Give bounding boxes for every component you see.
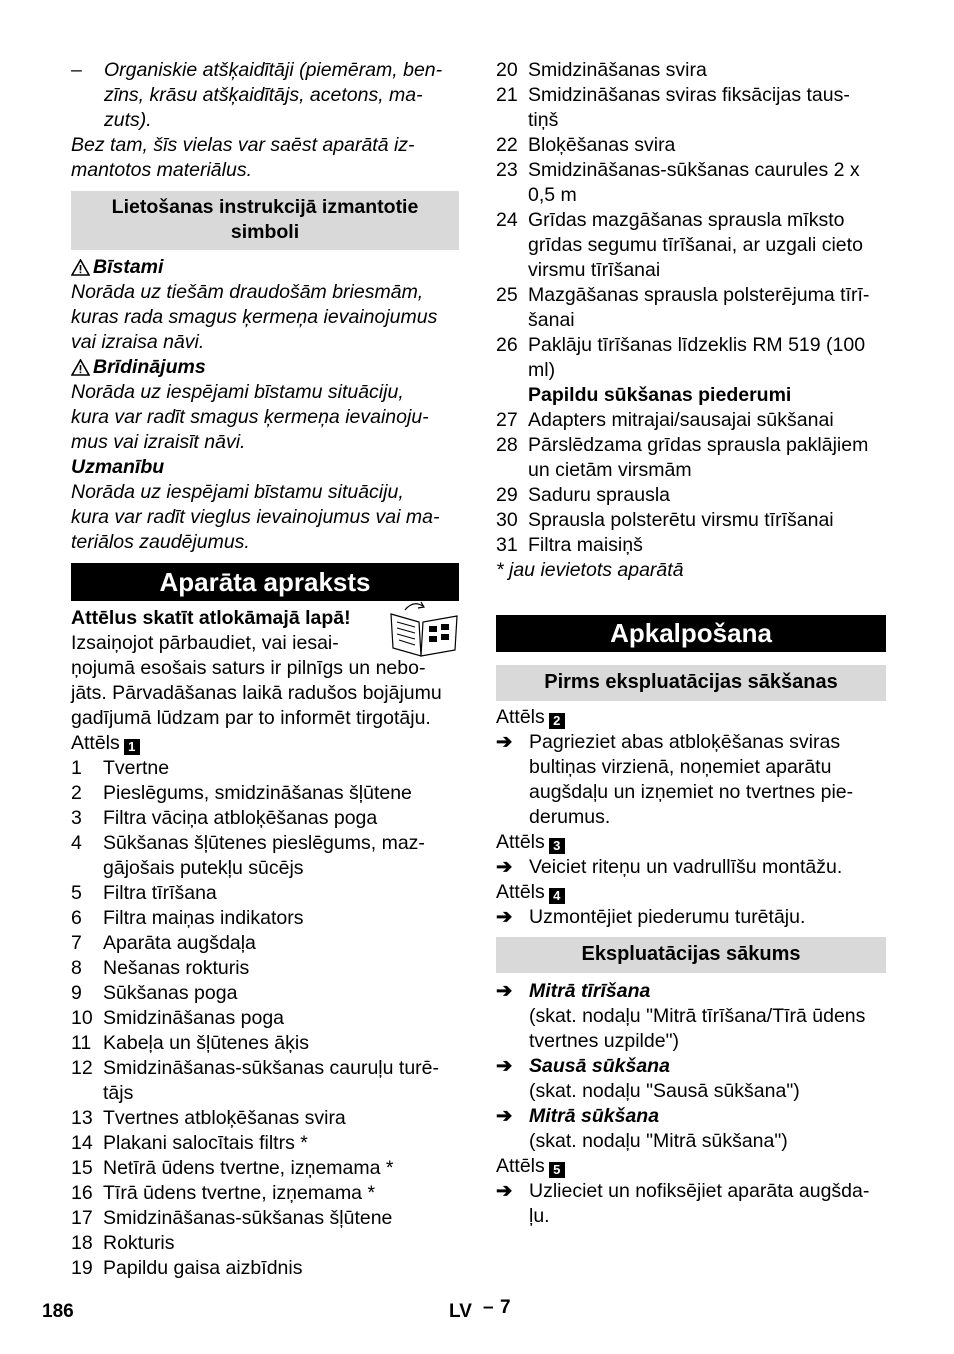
dash-item: – Organiskie atšķaidītāji (piemēram, ben- zīns, krāsu atšķaidītājs, acetons, ma- zuts). [71, 59, 443, 131]
caution-title: Uzmanību [71, 456, 165, 478]
mode-item [496, 1054, 886, 1104]
description-heading: Aparāta apraksts [71, 563, 459, 601]
dash-line: zīns, krāsu atšķaidītājs, acetons, ma- [104, 84, 423, 106]
arrow-icon: ➔ [496, 980, 513, 1002]
item-number: 20 [496, 59, 518, 81]
item-text [103, 781, 412, 806]
parts-list [496, 58, 886, 383]
item-text [103, 1006, 284, 1031]
item-number: 21 [496, 84, 518, 106]
accessory-item [496, 533, 886, 558]
item-text [103, 1256, 302, 1281]
figure-ref: Attēls 4 [496, 880, 886, 905]
item-number: 7 [71, 932, 82, 954]
item-text-line: Tvertne [103, 757, 170, 779]
item-text-line: Filtra tīrīšana [103, 882, 217, 904]
part-item [71, 1206, 459, 1231]
part-item [496, 208, 886, 283]
item-text [528, 158, 860, 208]
arrow-icon: ➔ [496, 1105, 513, 1127]
item-text-line: Sūkšanas poga [103, 982, 238, 1004]
part-item [71, 1256, 459, 1281]
figure-ref: Attēls 1 [71, 731, 459, 756]
mode-ref: (skat. nodaļu "Mitrā sūkšana") [529, 1130, 788, 1152]
part-item [71, 831, 459, 881]
item-number: 11 [71, 1032, 92, 1054]
figure-number-badge: 1 [124, 739, 140, 755]
item-text [528, 433, 868, 483]
before-heading: Pirms ekspluatācijas sākšanas [496, 665, 886, 701]
mode-body [529, 1054, 800, 1104]
item-text [528, 408, 834, 433]
mode-title: Sausā sūkšana [529, 1055, 670, 1077]
figure-ref: Attēls 5 [496, 1154, 886, 1179]
page-number: 186 [42, 1301, 74, 1322]
part-item [496, 158, 886, 208]
item-text [103, 881, 217, 906]
item-text [103, 956, 249, 981]
unpacking-block: Attēlus skatīt atlokāmajā lapā! Izsaiņojot pārbaudiet, vai iesai- ņojumā esošais saturs ir pilnīgs un nebo- jāts. Pārvadāšanas laikā radušos bojājumu gadījumā lūdzam par to informēt tirgotāju. [71, 606, 459, 731]
item-text-line: Sprausla polsterētu virsmu tīrīšanai [528, 509, 834, 531]
item-number: 19 [71, 1257, 93, 1279]
item-number: 8 [71, 957, 82, 979]
item-text-line: gājošais putekļu sūcējs [103, 857, 304, 879]
figure-number-badge: 4 [549, 888, 565, 904]
item-text-line: Smidzināšanas sviras fiksācijas taus- [528, 84, 850, 106]
item-number: 5 [71, 882, 82, 904]
item-text [103, 806, 377, 831]
part-item [71, 1131, 459, 1156]
part-item [71, 1156, 459, 1181]
note: Bez tam, šīs vielas var saēst aparātā iz- mantotos materiālus. [71, 134, 415, 181]
part-item [496, 58, 886, 83]
item-text [103, 1206, 392, 1231]
item-text-line: Papildu gaisa aizbīdnis [103, 1257, 303, 1279]
item-number: 29 [496, 484, 518, 506]
arrow-icon: ➔ [496, 1180, 513, 1202]
figure-number-badge: 2 [549, 713, 565, 729]
warning-text: Norāda uz iespējami bīstamu situāciju, kura var radīt smagus ķermeņa ievainoju- mus vai izraisīt nāvi. [71, 381, 429, 453]
item-text-line: šanai [528, 309, 575, 331]
item-text [528, 483, 670, 508]
footnote: * jau ievietots aparātā [496, 559, 684, 581]
part-item [71, 981, 459, 1006]
mode-title: Mitrā sūkšana [529, 1105, 660, 1127]
item-text-line: un cietām virsmām [528, 459, 692, 481]
item-text-line: Paklāju tīrīšanas līdzeklis RM 519 (100 [528, 334, 866, 356]
accessory-item [496, 408, 886, 433]
operation-heading: Apkalpošana [496, 615, 886, 652]
item-text [528, 133, 675, 158]
item-text [528, 333, 865, 383]
footer-subpage: 7 [500, 1297, 511, 1318]
item-text-line: Pieslēgums, smidzināšanas šļūtene [103, 782, 412, 804]
item-text-line: grīdas segumu tīrīšanai, ar uzgali cieto [528, 234, 863, 256]
item-number: 3 [71, 807, 82, 829]
item-text [528, 283, 869, 333]
part-item [71, 806, 459, 831]
item-text-line: Smidzināšanas-sūkšanas cauruļu turē- [103, 1057, 439, 1079]
item-number: 25 [496, 284, 518, 306]
item-text-line: Filtra maisiņš [528, 534, 643, 556]
accessory-item [496, 483, 886, 508]
item-text-line: Saduru sprausla [528, 484, 671, 506]
item-text [103, 906, 303, 931]
instruction-step: ➔ Pagrieziet abas atbloķēšanas sviras bultiņas virzienā, noņemiet aparātu augšdaļu un izņemiet no tvertnes pie- derumus. [496, 731, 854, 828]
item-text-line: Tīrā ūdens tvertne, izņemama * [103, 1182, 376, 1204]
part-item [71, 906, 459, 931]
mode-body [529, 1104, 788, 1154]
arrow-icon: ➔ [496, 906, 513, 928]
item-number: 2 [71, 782, 82, 804]
item-text-line: Smidzināšanas svira [528, 59, 707, 81]
item-number: 18 [71, 1232, 93, 1254]
item-text-line: Adapters mitrajai/sausajai sūkšanai [528, 409, 834, 431]
part-item [71, 1106, 459, 1131]
item-number: 30 [496, 509, 518, 531]
item-number: 13 [71, 1107, 93, 1129]
mode-ref: (skat. nodaļu "Mitrā tīrīšana/Tīrā ūdens [529, 1005, 866, 1027]
accessories-list [496, 408, 886, 558]
item-text-line: virsmu tīrīšanai [528, 259, 661, 281]
item-number: 22 [496, 134, 518, 156]
item-number: 23 [496, 159, 518, 181]
item-number: 15 [71, 1157, 93, 1179]
mode-ref: (skat. nodaļu "Sausā sūkšana") [529, 1080, 800, 1102]
right-column [496, 58, 886, 1229]
item-number: 31 [496, 534, 518, 556]
item-number: 28 [496, 434, 518, 456]
item-number: 24 [496, 209, 518, 231]
item-number: 16 [71, 1182, 93, 1204]
item-text [103, 1231, 175, 1256]
part-item [71, 881, 459, 906]
part-item [71, 956, 459, 981]
foldout-manual-icon [383, 600, 461, 658]
item-number: 14 [71, 1132, 93, 1154]
start-heading: Ekspluatācijas sākums [496, 937, 886, 973]
item-text-line: Tvertnes atbloķēšanas svira [103, 1107, 346, 1129]
item-number: 26 [496, 334, 518, 356]
figure-ref: Attēls 3 [496, 830, 886, 855]
item-text [103, 981, 237, 1006]
item-text-line: Smidzināšanas-sūkšanas caurules 2 x [528, 159, 860, 181]
parts-list [71, 756, 459, 1281]
item-number: 10 [71, 1007, 93, 1029]
item-text-line: Smidzināšanas-sūkšanas šļūtene [103, 1207, 393, 1229]
part-item [71, 1056, 459, 1106]
accessories-heading: Papildu sūkšanas piederumi [528, 384, 792, 406]
item-number: 4 [71, 832, 82, 854]
dash-line: zuts). [104, 109, 152, 131]
item-number: 1 [71, 757, 82, 779]
part-item [496, 83, 886, 133]
instruction-step: ➔ Uzmontējiet piederumu turētāju. [496, 906, 806, 928]
item-text-line: Plakani salocītais filtrs * [103, 1132, 308, 1154]
item-number: 17 [71, 1207, 93, 1229]
item-number: 9 [71, 982, 82, 1004]
item-text [103, 1156, 393, 1181]
accessory-item [496, 433, 886, 483]
instruction-step: ➔ Uzlieciet un nofiksējiet aparāta augšda- ļu. [496, 1180, 870, 1227]
item-text [528, 208, 863, 283]
warning-triangle-icon [71, 355, 93, 380]
language-code: LV [449, 1301, 472, 1322]
warning-title: Brīdinājums [71, 355, 459, 380]
dash-line: Organiskie atšķaidītāji (piemēram, ben- [104, 59, 443, 81]
warning-triangle-icon [71, 255, 93, 280]
mode-title: Mitrā tīrīšana [529, 980, 651, 1002]
item-text [103, 1181, 375, 1206]
caution-text: Norāda uz iespējami bīstamu situāciju, kura var radīt vieglus ievainojumus vai ma- teriālos zaudējumus. [71, 481, 440, 553]
item-text [528, 58, 707, 83]
arrow-icon: ➔ [496, 731, 513, 753]
part-item [71, 1031, 459, 1056]
item-text-line: Bloķēšanas svira [528, 134, 676, 156]
part-item [71, 1181, 459, 1206]
footer-separator: – [483, 1297, 494, 1318]
left-column [71, 58, 459, 1281]
item-text [103, 1106, 346, 1131]
item-text [103, 756, 169, 781]
item-text-line: Filtra maiņas indikators [103, 907, 304, 929]
item-text [103, 1131, 308, 1156]
instruction-step: ➔ Veiciet riteņu un vadrullīšu montāžu. [496, 856, 843, 878]
figure-number-badge: 5 [549, 1162, 565, 1178]
item-text-line: Smidzināšanas poga [103, 1007, 285, 1029]
item-number: 27 [496, 409, 518, 431]
item-text-line: Filtra vāciņa atbloķēšanas poga [103, 807, 378, 829]
mode-item [496, 979, 886, 1054]
item-text-line: Sūkšanas šļūtenes pieslēgums, maz- [103, 832, 425, 854]
item-number: 6 [71, 907, 82, 929]
arrow-icon: ➔ [496, 856, 513, 878]
item-text [528, 533, 643, 558]
part-item [496, 333, 886, 383]
item-text-line: Rokturis [103, 1232, 175, 1254]
item-text [528, 83, 850, 133]
item-text-line: Nešanas rokturis [103, 957, 250, 979]
danger-title: Bīstami [71, 255, 459, 280]
mode-ref: tvertnes uzpilde") [529, 1030, 679, 1052]
symbols-heading: Lietošanas instrukcijā izmantotie simboli [71, 191, 459, 250]
item-text [103, 1031, 309, 1056]
see-foldout: Attēlus skatīt atlokāmajā lapā! [71, 607, 351, 629]
figure-ref: Attēls 2 [496, 705, 886, 730]
item-text-line: Netīrā ūdens tvertne, izņemama * [103, 1157, 394, 1179]
item-text-line: Grīdas mazgāšanas sprausla mīksto [528, 209, 845, 231]
danger-text: Norāda uz tiešām draudošām briesmām, kuras rada smagus ķermeņa ievainojumus vai izraisa nāvi. [71, 281, 438, 353]
part-item [71, 1006, 459, 1031]
item-text-line: 0,5 m [528, 184, 577, 206]
figure-number-badge: 3 [549, 838, 565, 854]
item-text [103, 1056, 439, 1106]
item-text [528, 508, 834, 533]
item-text-line: tājs [103, 1082, 134, 1104]
part-item [496, 133, 886, 158]
part-item [71, 1231, 459, 1256]
item-text-line: tiņš [528, 109, 559, 131]
item-text [103, 931, 256, 956]
item-text-line: Pārslēdzama grīdas sprausla paklājiem [528, 434, 869, 456]
accessory-item [496, 508, 886, 533]
item-text-line: Aparāta augšdaļa [103, 932, 256, 954]
item-number: 12 [71, 1057, 93, 1079]
item-text [103, 831, 425, 881]
part-item [496, 283, 886, 333]
part-item [71, 781, 459, 806]
modes-list [496, 979, 886, 1154]
item-text-line: Kabeļa un šļūtenes āķis [103, 1032, 309, 1054]
item-text-line: Mazgāšanas sprausla polsterējuma tīrī- [528, 284, 870, 306]
item-text-line: ml) [528, 359, 556, 381]
arrow-icon: ➔ [496, 1055, 513, 1077]
part-item [71, 756, 459, 781]
part-item [71, 931, 459, 956]
mode-body [529, 979, 865, 1054]
mode-item [496, 1104, 886, 1154]
